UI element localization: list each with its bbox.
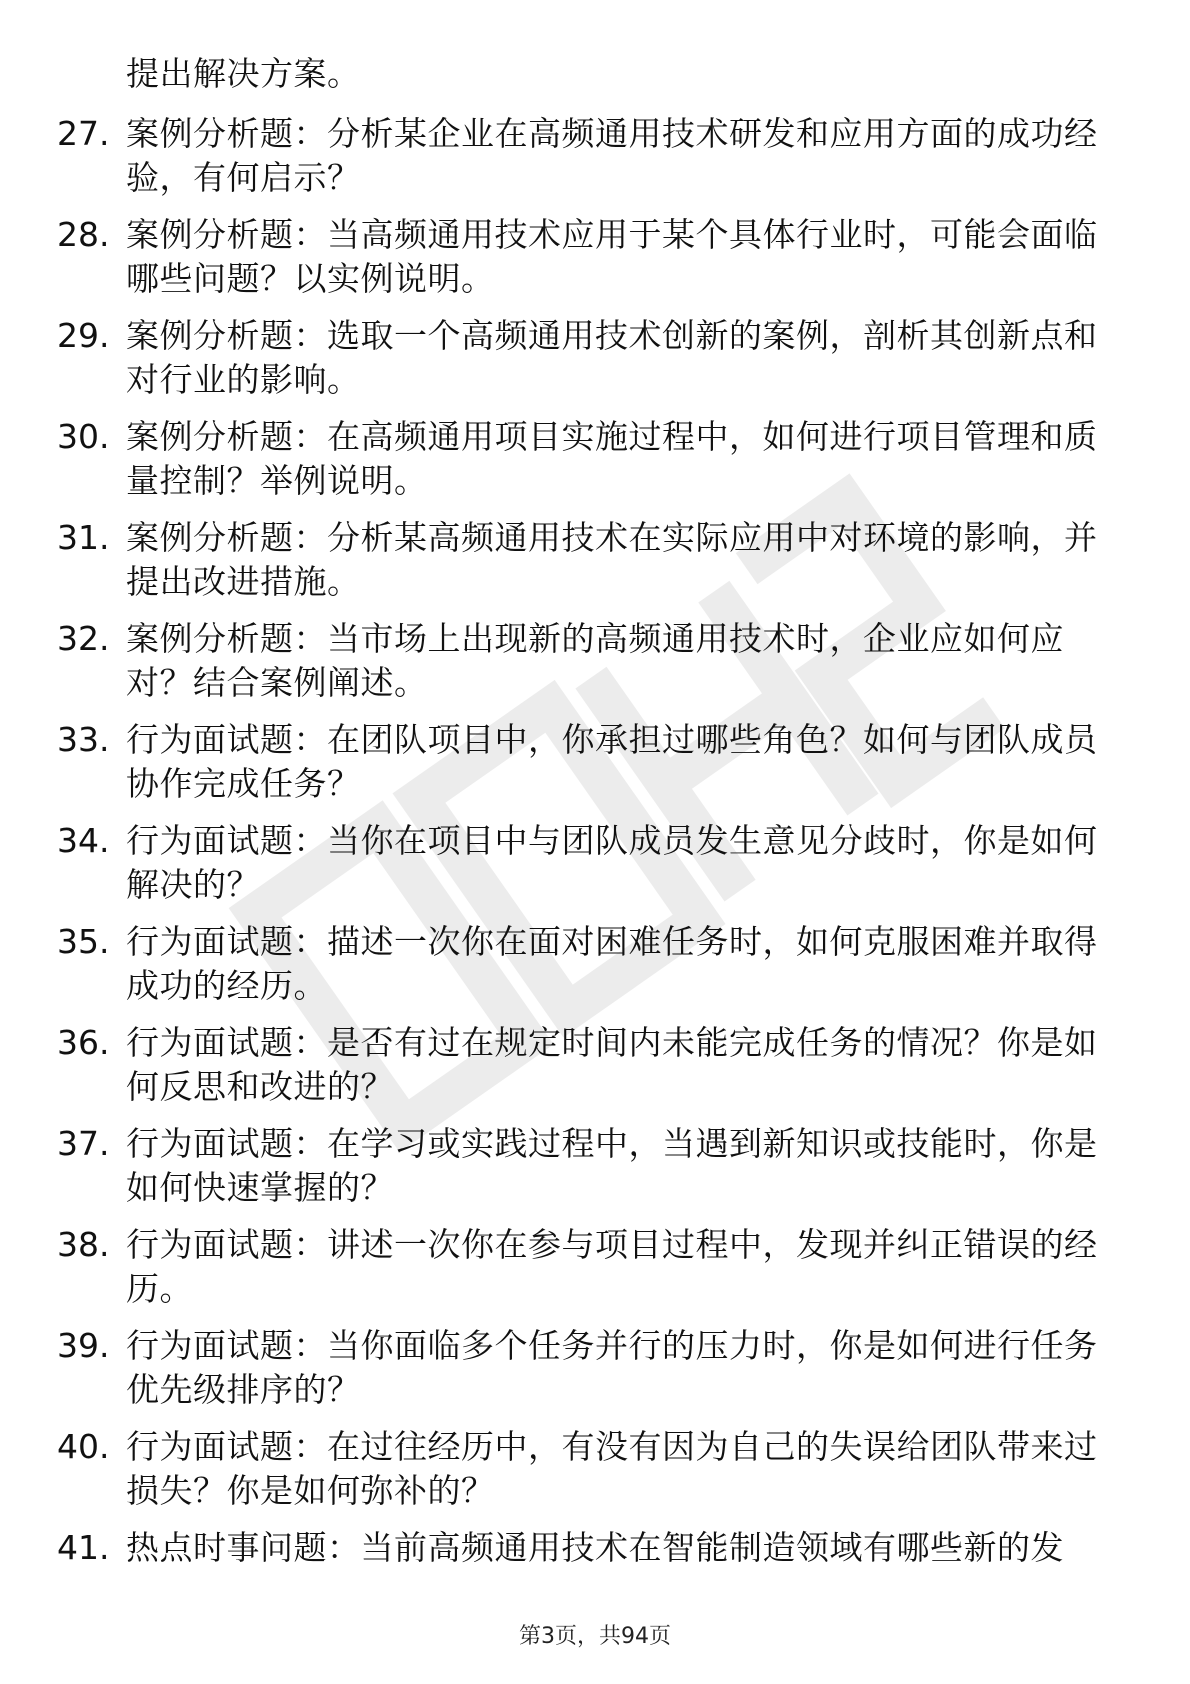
item-text: 行为面试题：当你在项目中与团队成员发生意见分歧时，你是如何解决的？ [126, 821, 1098, 904]
item-text: 行为面试题：在团队项目中，你承担过哪些角色？如何与团队成员协作完成任务？ [126, 720, 1098, 803]
item-text: 案例分析题：当高频通用技术应用于某个具体行业时，可能会面临哪些问题？以实例说明。 [126, 215, 1098, 298]
list-item [0, 718, 1190, 806]
item-text: 案例分析题：选取一个高频通用技术创新的案例，剖析其创新点和对行业的影响。 [126, 316, 1098, 399]
list-item [0, 1526, 1190, 1570]
item-number: 36. [57, 1023, 110, 1062]
item-number: 38. [57, 1225, 110, 1264]
list-item [0, 1324, 1190, 1412]
list-item [0, 1425, 1190, 1513]
list-item [0, 617, 1190, 705]
item-text: 行为面试题：在学习或实践过程中，当遇到新知识或技能时，你是如何快速掌握的？ [126, 1124, 1098, 1207]
item-text: 案例分析题：分析某高频通用技术在实际应用中对环境的影响，并提出改进措施。 [126, 518, 1098, 601]
list-item [0, 516, 1190, 604]
item-text: 行为面试题：讲述一次你在参与项目过程中，发现并纠正错误的经历。 [126, 1225, 1098, 1308]
item-number: 34. [57, 821, 110, 860]
page-footer: 第3页，共94页 [519, 1624, 671, 1649]
list-item [0, 213, 1190, 301]
item-number: 28. [57, 215, 110, 254]
list-item [0, 1021, 1190, 1109]
item-text: 行为面试题：在过往经历中，有没有因为自己的失误给团队带来过损失？你是如何弥补的？ [126, 1427, 1098, 1510]
item-number: 29. [57, 316, 110, 355]
item-number: 33. [57, 720, 110, 759]
list-item [0, 415, 1190, 503]
item-text: 案例分析题：当市场上出现新的高频通用技术时，企业应如何应对？结合案例阐述。 [126, 619, 1064, 702]
item-text: 案例分析题：在高频通用项目实施过程中，如何进行项目管理和质量控制？举例说明。 [126, 417, 1098, 500]
continuation-text: 提出解决方案。 [126, 54, 361, 93]
list-item [0, 819, 1190, 907]
item-text: 案例分析题：分析某企业在高频通用技术研发和应用方面的成功经验，有何启示？ [126, 114, 1098, 197]
item-number: 37. [57, 1124, 110, 1163]
item-number: 40. [57, 1427, 110, 1466]
list-item [0, 1223, 1190, 1311]
item-text: 行为面试题：是否有过在规定时间内未能完成任务的情况？你是如何反思和改进的？ [126, 1023, 1098, 1106]
item-number: 41. [57, 1528, 110, 1567]
item-number: 35. [57, 922, 110, 961]
item-number: 30. [57, 417, 110, 456]
item-text: 行为面试题：描述一次你在面对困难任务时，如何克服困难并取得成功的经历。 [126, 922, 1098, 1005]
list-item [0, 920, 1190, 1008]
question-list [0, 112, 1190, 1583]
list-item [0, 314, 1190, 402]
item-text: 行为面试题：当你面临多个任务并行的压力时，你是如何进行任务优先级排序的？ [126, 1326, 1098, 1409]
item-text: 热点时事问题：当前高频通用技术在智能制造领域有哪些新的发 [126, 1528, 1064, 1567]
item-number: 31. [57, 518, 110, 557]
list-item [0, 112, 1190, 200]
item-number: 39. [57, 1326, 110, 1365]
list-item [0, 1122, 1190, 1210]
item-number: 32. [57, 619, 110, 658]
item-number: 27. [57, 114, 110, 153]
